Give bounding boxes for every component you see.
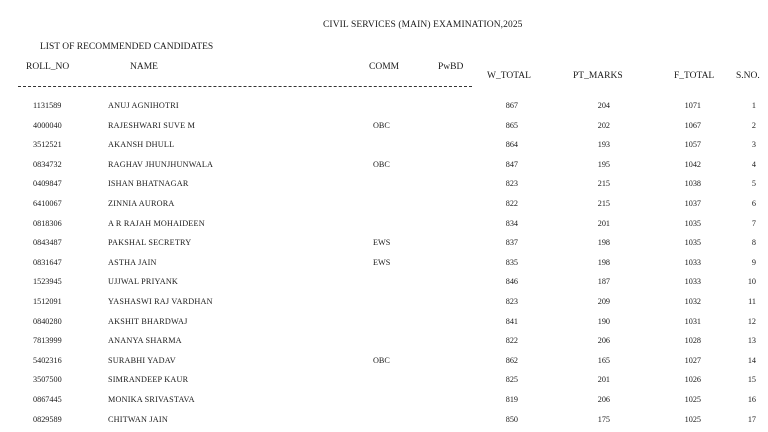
cell-roll-no: 4000040	[33, 120, 62, 130]
cell-w-total: 823	[505, 296, 518, 306]
cell-pt-marks: 202	[597, 120, 610, 130]
cell-w-total: 867	[505, 101, 518, 110]
cell-roll-no: 0843487	[33, 238, 62, 248]
cell-comm: OBC	[373, 120, 390, 130]
cell-f-total: 1071	[684, 101, 701, 110]
cell-roll-no: 0409847	[33, 179, 62, 189]
cell-w-total: 822	[505, 336, 518, 346]
cell-s-no: 14	[747, 355, 756, 365]
cell-roll-no: 0831647	[33, 257, 62, 267]
cell-w-total: 834	[505, 218, 518, 228]
table-row	[0, 156, 768, 176]
cell-s-no: 3	[751, 140, 756, 150]
table-row	[0, 332, 768, 352]
cell-w-total: 864	[505, 140, 518, 150]
cell-s-no: 6	[751, 198, 756, 208]
cell-f-total: 1042	[684, 159, 701, 169]
header-comm: COMM	[369, 62, 400, 72]
cell-pt-marks: 165	[597, 355, 610, 365]
cell-name: ASTHA JAIN	[108, 257, 157, 267]
cell-pt-marks: 198	[597, 238, 610, 248]
cell-pt-marks: 209	[597, 296, 610, 306]
table-row	[0, 136, 768, 156]
cell-w-total: 825	[505, 375, 518, 385]
cell-pt-marks: 215	[597, 198, 610, 208]
cell-s-no: 10	[747, 277, 756, 287]
cell-pt-marks: 195	[597, 159, 610, 169]
header-f-total: F_TOTAL	[674, 71, 715, 81]
table-row	[0, 293, 768, 313]
cell-s-no: 13	[747, 336, 756, 346]
cell-name: ISHAN BHATNAGAR	[108, 179, 189, 189]
header-pt-marks: PT_MARKS	[573, 71, 623, 81]
cell-name: PAKSHAL SECRETRY	[108, 238, 192, 248]
cell-f-total: 1035	[684, 238, 701, 248]
cell-s-no: 8	[751, 238, 756, 248]
cell-f-total: 1033	[684, 277, 701, 287]
cell-pt-marks: 201	[597, 218, 610, 228]
table-row	[0, 411, 768, 431]
cell-pt-marks: 198	[597, 257, 610, 267]
cell-pt-marks: 175	[597, 414, 610, 424]
cell-f-total: 1032	[684, 296, 701, 306]
cell-name: YASHASWI RAJ VARDHAN	[108, 296, 213, 306]
cell-f-total: 1067	[684, 120, 701, 130]
cell-roll-no: 5402316	[33, 355, 62, 365]
cell-pt-marks: 206	[597, 394, 610, 404]
candidate-table	[0, 97, 768, 430]
cell-w-total: 823	[505, 179, 518, 189]
cell-name: ZINNIA AURORA	[108, 198, 175, 208]
cell-roll-no: 0867445	[33, 394, 62, 404]
cell-s-no: 7	[751, 218, 756, 228]
cell-w-total: 847	[505, 159, 518, 169]
cell-w-total: 862	[505, 355, 518, 365]
cell-s-no: 11	[748, 296, 756, 306]
cell-roll-no: 0834732	[33, 159, 62, 169]
cell-name: AKSHIT BHARDWAJ	[108, 316, 188, 326]
cell-roll-no: 1523945	[33, 277, 62, 287]
header-s-no: S.NO.	[736, 71, 760, 81]
cell-name: SURABHI YADAV	[108, 355, 176, 365]
cell-name: SIMRANDEEP KAUR	[108, 375, 189, 385]
table-row	[0, 273, 768, 293]
cell-s-no: 4	[751, 159, 756, 169]
cell-f-total: 1037	[684, 198, 701, 208]
cell-name: UJJWAL PRIYANK	[108, 277, 179, 287]
cell-roll-no: 0840280	[33, 316, 62, 326]
cell-roll-no: 1131589	[33, 101, 62, 110]
header-divider	[18, 86, 472, 87]
table-row	[0, 215, 768, 235]
table-row	[0, 371, 768, 391]
cell-w-total: 822	[505, 198, 518, 208]
document-title: CIVIL SERVICES (MAIN) EXAMINATION,2025	[323, 20, 523, 30]
cell-s-no: 5	[751, 179, 756, 189]
cell-s-no: 2	[751, 120, 756, 130]
cell-name: AKANSH DHULL	[108, 140, 175, 150]
cell-roll-no: 3512521	[33, 140, 62, 150]
cell-f-total: 1027	[684, 355, 701, 365]
cell-pt-marks: 204	[597, 101, 610, 110]
cell-w-total: 846	[505, 277, 518, 287]
cell-pt-marks: 206	[597, 336, 610, 346]
cell-name: ANUJ AGNIHOTRI	[108, 101, 179, 110]
cell-pt-marks: 193	[597, 140, 610, 150]
cell-f-total: 1028	[684, 336, 701, 346]
cell-w-total: 835	[505, 257, 518, 267]
cell-f-total: 1025	[684, 414, 701, 424]
table-row	[0, 195, 768, 215]
cell-roll-no: 7813999	[33, 336, 62, 346]
cell-f-total: 1031	[684, 316, 701, 326]
cell-roll-no: 1512091	[33, 296, 62, 306]
cell-s-no: 15	[747, 375, 756, 385]
cell-s-no: 9	[751, 257, 756, 267]
document-subtitle: LIST OF RECOMMENDED CANDIDATES	[40, 42, 214, 52]
cell-comm: OBC	[373, 355, 390, 365]
table-row	[0, 97, 768, 117]
cell-f-total: 1038	[684, 179, 701, 189]
table-row	[0, 391, 768, 411]
header-roll-no: ROLL_NO	[26, 62, 70, 72]
header-w-total: W_TOTAL	[487, 71, 531, 81]
table-row	[0, 117, 768, 137]
cell-f-total: 1026	[684, 375, 701, 385]
cell-s-no: 16	[747, 394, 756, 404]
cell-w-total: 837	[505, 238, 518, 248]
header-pwbd: PwBD	[438, 62, 464, 72]
cell-w-total: 819	[505, 394, 518, 404]
cell-name: MONIKA SRIVASTAVA	[108, 394, 195, 404]
cell-pt-marks: 187	[597, 277, 610, 287]
table-row	[0, 254, 768, 274]
cell-s-no: 12	[747, 316, 756, 326]
cell-pt-marks: 215	[597, 179, 610, 189]
cell-comm: EWS	[373, 257, 391, 267]
cell-w-total: 841	[505, 316, 518, 326]
cell-comm: EWS	[373, 238, 391, 248]
cell-f-total: 1035	[684, 218, 701, 228]
cell-name: RAGHAV JHUNJHUNWALA	[108, 159, 214, 169]
table-row	[0, 234, 768, 254]
cell-f-total: 1057	[684, 140, 701, 150]
cell-comm: OBC	[373, 159, 390, 169]
cell-pt-marks: 201	[597, 375, 610, 385]
cell-roll-no: 0818306	[33, 218, 62, 228]
cell-s-no: 1	[751, 101, 756, 110]
cell-w-total: 865	[505, 120, 518, 130]
cell-f-total: 1033	[684, 257, 701, 267]
cell-roll-no: 6410067	[33, 198, 62, 208]
cell-roll-no: 3507500	[33, 375, 62, 385]
cell-roll-no: 0829589	[33, 414, 62, 424]
cell-name: A R RAJAH MOHAIDEEN	[108, 218, 205, 228]
cell-name: ANANYA SHARMA	[108, 336, 182, 346]
table-row	[0, 175, 768, 195]
cell-w-total: 850	[505, 414, 518, 424]
table-row	[0, 352, 768, 372]
cell-name: CHITWAN JAIN	[108, 414, 168, 424]
header-name: NAME	[130, 62, 158, 72]
cell-s-no: 17	[747, 414, 756, 424]
table-row	[0, 313, 768, 333]
cell-f-total: 1025	[684, 394, 701, 404]
cell-pt-marks: 190	[597, 316, 610, 326]
cell-name: RAJESHWARI SUVE M	[108, 120, 196, 130]
